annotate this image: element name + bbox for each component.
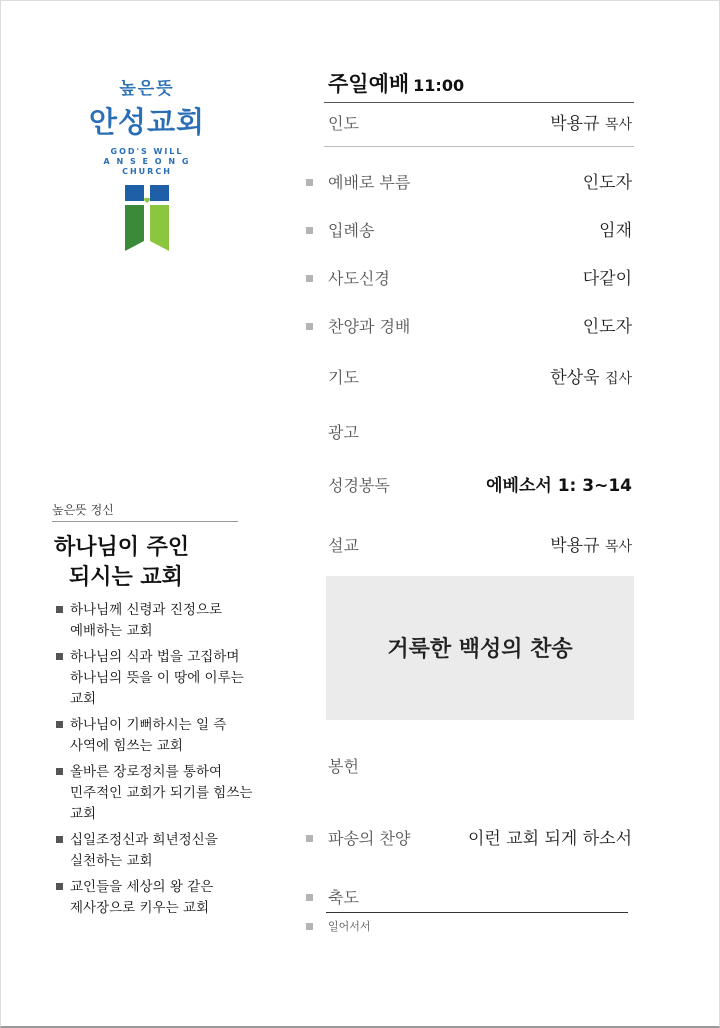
square-bullet-icon <box>56 836 63 843</box>
spirit-title <box>54 533 189 593</box>
list-item <box>56 762 266 825</box>
order-row-offering <box>306 755 632 779</box>
square-bullet-icon <box>306 894 313 901</box>
order-row-praise <box>306 315 632 339</box>
square-bullet-icon <box>56 721 63 728</box>
list-item <box>56 715 266 757</box>
logo-english-name <box>82 147 212 177</box>
order-row-hymn <box>306 219 632 243</box>
order-row-blessing <box>306 886 632 910</box>
order-label: 성경봉독 <box>328 476 390 495</box>
divider <box>326 912 628 913</box>
order-label: 설교 <box>328 536 359 555</box>
scripture-reference: 에베소서 1: 3~14 <box>486 476 632 496</box>
order-row-creed <box>306 267 632 291</box>
order-label: 찬양과 경배 <box>328 317 411 336</box>
order-row-lead <box>306 112 632 136</box>
spirit-title-line: 되시는 교회 <box>69 565 183 590</box>
order-label: 광고 <box>328 423 359 442</box>
logo-english-line: GOD'S WILL <box>110 147 184 156</box>
order-label: 축도 <box>328 888 359 907</box>
order-value: 인도자 <box>582 317 632 337</box>
spirit-list <box>56 600 266 924</box>
worship-title-text: 주일예배 <box>328 72 410 96</box>
logo-small-text: 높은뜻 <box>119 79 175 99</box>
square-bullet-icon <box>56 883 63 890</box>
list-item-text: 십일조정신과 희년정신을 실천하는 교회 <box>70 832 218 869</box>
order-row-call <box>306 171 632 195</box>
divider <box>324 102 634 103</box>
worship-title <box>328 68 464 98</box>
order-value: 이런 교회 되게 하소서 <box>467 829 632 849</box>
order-row-reading <box>306 474 632 498</box>
order-label: 예배로 부름 <box>328 173 411 192</box>
order-value <box>550 534 632 559</box>
divider <box>52 521 238 522</box>
preacher-name: 박용규 <box>550 536 600 556</box>
list-item <box>56 600 266 642</box>
square-bullet-icon <box>306 923 313 930</box>
leader-name: 박용규 <box>550 114 600 134</box>
list-item-text: 하나님이 기뻐하시는 일 즉 사역에 힘쓰는 교회 <box>70 717 227 754</box>
square-bullet-icon <box>306 275 313 282</box>
order-row-notice <box>306 421 632 445</box>
order-value <box>550 366 632 391</box>
preacher-title: 목사 <box>604 539 632 555</box>
square-bullet-icon <box>306 323 313 330</box>
logo-church-name: 안성교회 <box>88 105 206 139</box>
spirit-title-line: 하나님이 주인 <box>54 535 190 560</box>
spirit-section-label: 높은뜻 정신 <box>52 503 114 517</box>
order-label: 사도신경 <box>328 269 390 288</box>
order-row-sending <box>306 827 632 851</box>
list-item <box>56 830 266 872</box>
divider <box>324 146 634 147</box>
list-item-text: 하나님의 식과 법을 고집하며 하나님의 뜻을 이 땅에 이루는 교회 <box>70 649 244 707</box>
order-label: 봉헌 <box>328 757 359 776</box>
sermon-title-box <box>326 576 634 720</box>
list-item-text: 교인들을 세상의 왕 같은 제사장으로 키우는 교회 <box>70 879 214 916</box>
order-row-prayer <box>306 366 632 390</box>
square-bullet-icon <box>56 653 63 660</box>
prayer-leader-title: 집사 <box>604 371 632 387</box>
order-label: 인도 <box>328 114 359 133</box>
square-bullet-icon <box>306 835 313 842</box>
order-label: 기도 <box>328 368 359 387</box>
standing-footnote: 일어서서 <box>328 920 371 933</box>
list-item <box>56 647 266 710</box>
order-value: 인도자 <box>582 173 632 193</box>
order-value <box>550 112 632 137</box>
square-bullet-icon <box>56 606 63 613</box>
list-item-text: 하나님께 신령과 진정으로 예배하는 교회 <box>70 602 223 639</box>
sermon-title: 거룩한 백성의 찬송 <box>387 637 573 662</box>
cross-emblem-icon <box>125 185 169 251</box>
order-row-sermon <box>306 534 632 558</box>
list-item-text: 올바른 장로정치를 통하여 민주적인 교회가 되기를 힘쓰는 교회 <box>70 764 253 822</box>
worship-time: 11:00 <box>413 76 465 95</box>
leader-title: 목사 <box>604 117 632 133</box>
square-bullet-icon <box>306 179 313 186</box>
prayer-leader-name: 한상욱 <box>550 368 600 388</box>
order-label: 입례송 <box>328 221 375 240</box>
order-value: 임재 <box>599 221 632 241</box>
square-bullet-icon <box>306 227 313 234</box>
square-bullet-icon <box>56 768 63 775</box>
order-label: 파송의 찬양 <box>328 829 411 848</box>
logo-english-line: CHURCH <box>122 167 172 176</box>
church-logo <box>82 74 212 251</box>
logo-english-line: A N S E O N G <box>103 157 191 166</box>
order-value: 다같이 <box>582 269 632 289</box>
list-item <box>56 877 266 919</box>
